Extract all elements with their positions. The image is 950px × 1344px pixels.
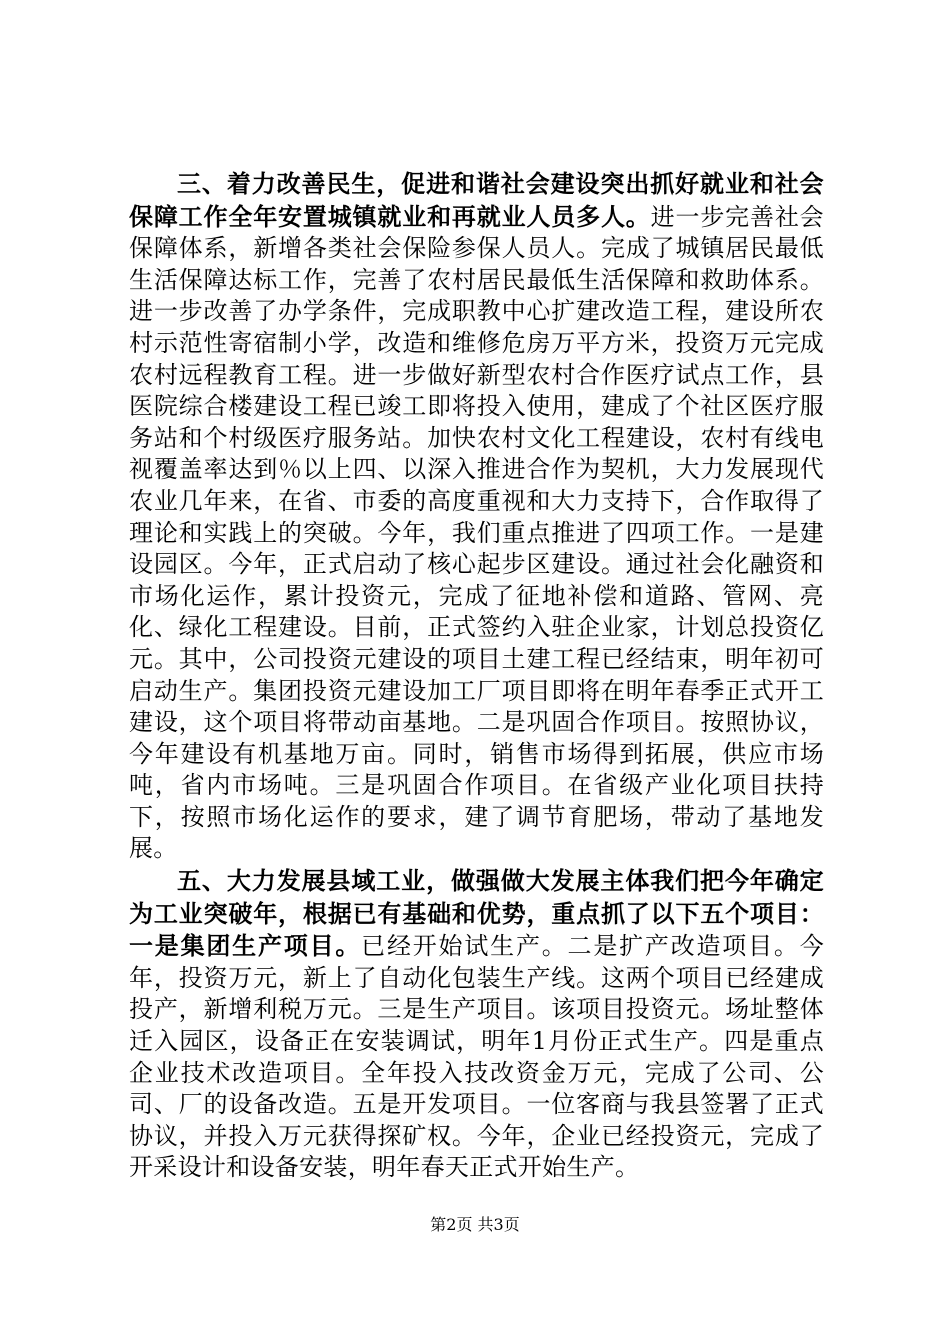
page-footer: 第2页 共3页 — [430, 1215, 520, 1234]
paragraph-1 — [129, 168, 824, 865]
paragraph-2 — [129, 865, 824, 1184]
paragraph-1-text: 进一步完善社会保障体系，新增各类社会保险参保人员人。完成了城镇居民最低生活保障达标工作，完善了农村居民最低生活保障和救助体系。进一步改善了办学条件，完成职教中心扩建改造工程，建设所农村示范性寄宿制小学，改造和维修危房万平方米，投资万元完成农村远程教育工程。进一步做好新型农村合作医疗试点工作，县医院综合楼建设工程已竣工即将投入使用，建成了个社区医疗服务站和个村级医疗服务站。加快农村文化工程建设，农村有线电视覆盖率达到％以上四、以深入推进合作为契机，大力发展现代农业几年来，在省、市委的高度重视和大力支持下，合作取得了理论和实践上的突破。今年，我们重点推进了四项工作。一是建设园区。今年，正式启动了核心起步区建设。通过社会化融资和市场化运作，累计投资元，完成了征地补偿和道路、管网、亮化、绿化工程建设。目前，正式签约入驻企业家，计划总投资亿元。其中，公司投资元建设的项目土建工程已经结束，明年初可启动生产。集团投资元建设加工厂项目即将在明年春季正式开工建设，这个项目将带动亩基地。二是巩固合作项目。按照协议，今年建设有机基地万亩。同时，销售市场得到拓展，供应市场吨，省内市场吨。三是巩固合作项目。在省级产业化项目扶持下，按照市场化运作的要求，建了调节育肥场，带动了基地发展。 — [129, 202, 824, 863]
document-body — [129, 168, 824, 1184]
paragraph-1-heading: 三、着力改善民生，促进和谐社会建设突出抓好就业和社会保障工作全年安置城镇就业和再就业人员多人。 — [129, 169, 824, 231]
paragraph-2-text: 已经开始试生产。二是扩产改造项目。今年，投资万元，新上了自动化包装生产线。这两个项目已经建成投产，新增利税万元。三是生产项目。该项目投资元。场址整体迁入园区，设备正在安装调试，明年1月份正式生产。四是重点企业技术改造项目。全年投入技改资金万元，完成了公司、公司、厂的设备改造。五是开发项目。一位客商与我县签署了正式协议，并投入万元获得探矿权。今年，企业已经投资元，完成了开采设计和设备安装，明年春天正式开始生产。 — [129, 932, 824, 1182]
paragraph-2-heading: 五、大力发展县域工业，做强做大发展主体我们把今年确定为工业突破年，根据已有基础和优势，重点抓了以下五个项目：一是集团生产项目。 — [129, 866, 824, 961]
